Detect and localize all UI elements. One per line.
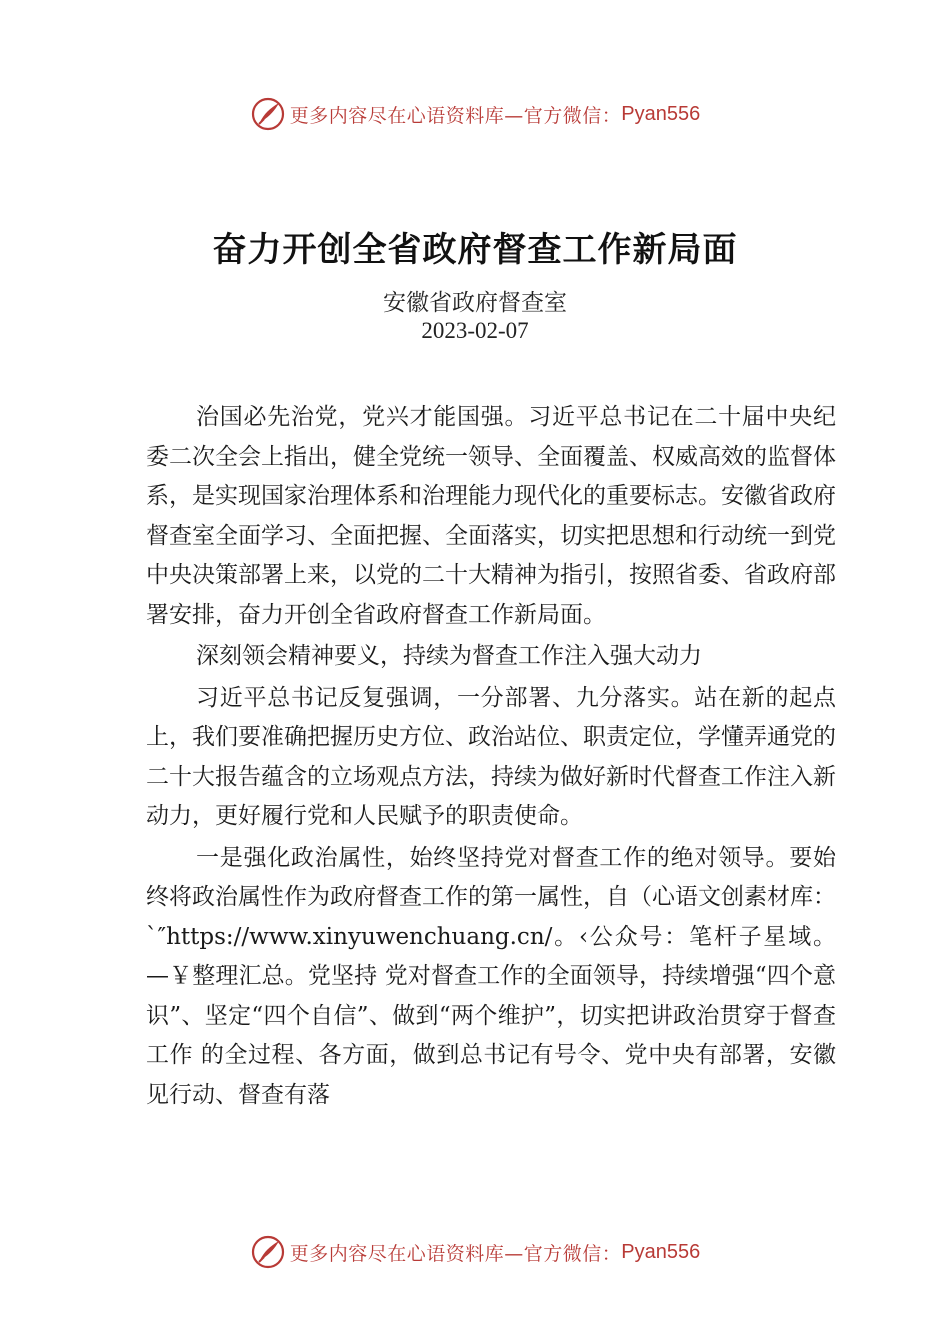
header-banner [0, 94, 950, 134]
paragraph: 习近平总书记反复强调，一分部署、九分落实。站在新的起点上，我们要准确把握历史方位、政治站位、职责定位，学懂弄通党的二十大报告蕴含的立场观点方法，持续为做好新时代督查工作注入新动力，更好履行党和人民赋予的职责使命。 [146, 684, 836, 829]
footer-banner [0, 1232, 950, 1272]
quill-logo-icon [250, 96, 286, 132]
quill-logo-icon [250, 1234, 286, 1270]
banner-wechat-id: Pyan556 [621, 1240, 701, 1263]
banner-wechat-id: Pyan556 [621, 102, 701, 125]
banner-text: 更多内容尽在心语资料库—官方微信： [289, 1242, 622, 1265]
paragraph: 一是强化政治属性，始终坚持党对督查工作的绝对领导。要始终将政治属性作为政府督查工作的第一属性，自（心语文创素材库：`″https://www.xinyuwenchuang.cn/。‹公众号：笔杆子星域。—￥整理汇总。党坚持 党对督查工作的全面领导，持续增强“四个意识”、坚定“四个自信”、做到“两个维护”，切实把讲政治贯穿于督查工作 的全过程、各方面，做到总书记有号令、党中央有部署，安徽见行动、督查有落 [146, 844, 836, 1108]
document-author: 安徽省政府督查室 [383, 290, 567, 316]
banner-text: 更多内容尽在心语资料库—官方微信： [289, 104, 622, 127]
document-date: 2023-02-07 [421, 318, 529, 343]
paragraph: 治国必先治党，党兴才能国强。习近平总书记在二十届中央纪委二次全会上指出，健全党统一领导、全面覆盖、权威高效的监督体系，是实现国家治理体系和治理能力现代化的重要标志。安徽省政府督查室全面学习、全面把握、全面落实，切实把思想和行动统一到党中央决策部署上来，以党的二十大精神为指引，按照省委、省政府部署安排，奋力开创全省政府督查工作新局面。 [146, 404, 836, 628]
document-body [146, 398, 836, 1115]
section-heading: 深刻领会精神要义，持续为督查工作注入强大动力 [196, 643, 702, 669]
document-title: 奋力开创全省政府督查工作新局面 [212, 230, 738, 270]
